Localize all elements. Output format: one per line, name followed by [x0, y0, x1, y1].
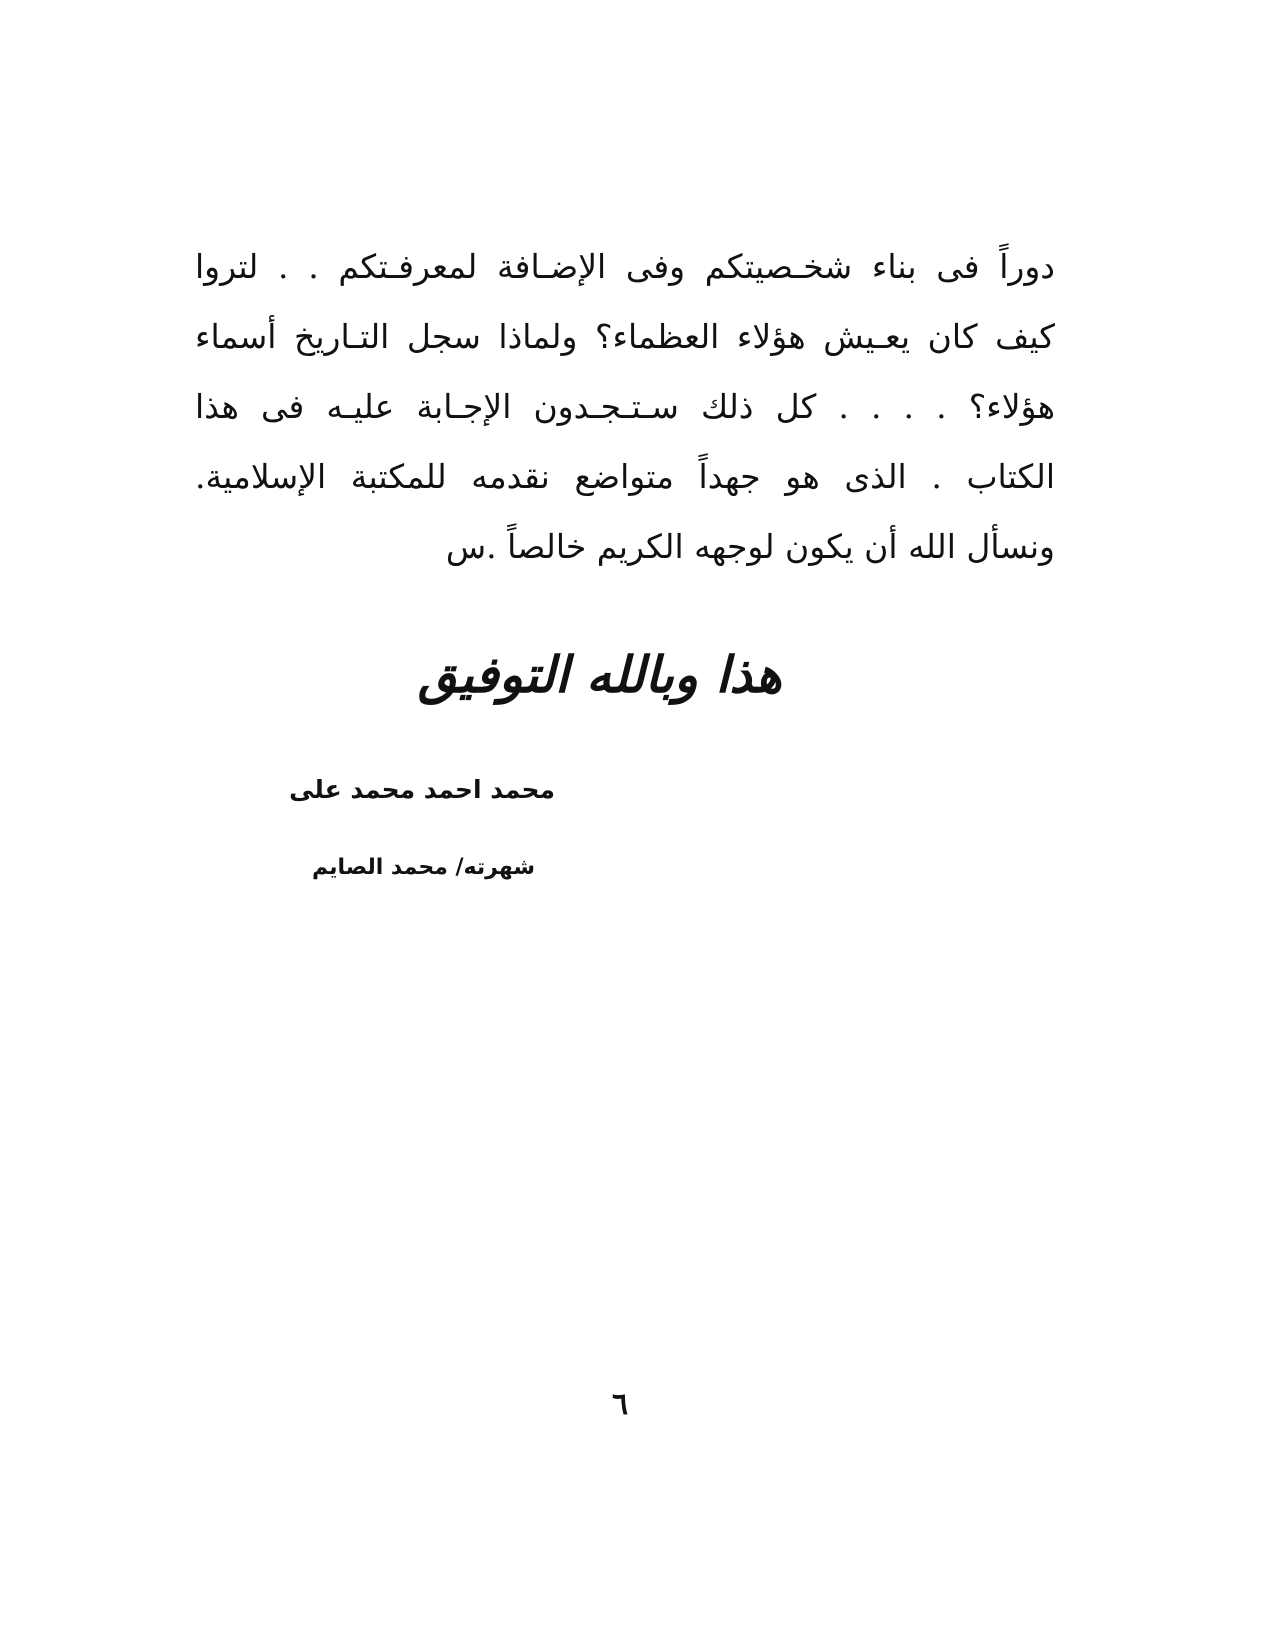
- paragraph-line: دوراً فى بناء شخـصيتكم وفى الإضـافة لمعرفـتكم . . لتروا: [195, 247, 1055, 286]
- closing-phrase: هذا وبالله التوفيق: [418, 645, 782, 704]
- paragraph-line: هؤلاء؟ . . . . كل ذلك سـتـجـدون الإجـابة عليـه فى هذا: [195, 387, 1055, 426]
- page-number: ٦: [611, 1387, 629, 1422]
- body-paragraph: [195, 232, 1055, 582]
- author-nickname: شهرته/ محمد الصايم: [312, 855, 535, 880]
- paragraph-line: ونسأل الله أن يكون لوجهه الكريم خالصاً .س: [445, 527, 1055, 566]
- author-name: محمد احمد محمد على: [289, 775, 555, 804]
- paragraph-line: الكتاب . الذى هو جهداً متواضع نقدمه للمكتبة الإسلامية.: [195, 457, 1055, 496]
- paragraph-line: كيف كان يعـيش هؤلاء العظماء؟ ولماذا سجل التـاريخ أسماء: [195, 317, 1055, 356]
